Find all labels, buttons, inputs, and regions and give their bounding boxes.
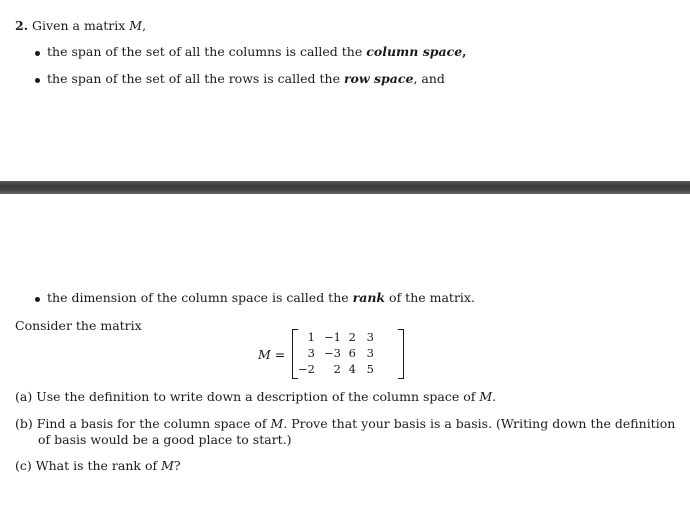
part-text: Find a basis for the column space of	[36, 416, 267, 431]
problem-number: 2.	[15, 18, 29, 33]
matrix-cell: 5	[366, 362, 374, 376]
intro-punct: ,	[142, 18, 147, 33]
matrix-cell: −3	[324, 346, 341, 360]
part-c	[15, 458, 181, 473]
matrix-cell: 3	[307, 346, 315, 360]
bullet-row-space	[47, 71, 445, 86]
bullet-punct: , and	[413, 71, 445, 86]
matrix-cell: 6	[348, 346, 356, 360]
part-text: . Prove that your basis is a basis. (Writing down the definition	[283, 416, 676, 431]
bullet-text: the span of the set of all the rows is called the	[47, 71, 340, 86]
part-b-line2: of basis would be a good place to start.)	[38, 432, 292, 447]
bullet-dot-icon	[35, 297, 40, 302]
consider-text: Consider the matrix	[15, 318, 142, 333]
part-label: (b)	[15, 416, 33, 431]
bullet-dot-icon	[35, 51, 40, 56]
term-column-space: column space	[366, 44, 463, 59]
bullet-dot-icon	[35, 78, 40, 83]
matrix-cell: 1	[307, 330, 315, 344]
matrix-cell: 3	[366, 346, 374, 360]
part-label: (a)	[15, 389, 33, 404]
part-punct: ?	[173, 458, 181, 473]
matrix-variable: M	[270, 416, 284, 431]
part-b	[15, 416, 675, 431]
bullet-column-space	[47, 44, 467, 59]
bullet-rank	[47, 290, 475, 305]
part-text: Use the definition to write down a description of the column space of	[36, 389, 476, 404]
bullet-text: the span of the set of all the columns is called the	[47, 44, 363, 59]
matrix-lhs-label: M =	[258, 347, 286, 362]
matrix-cell: 4	[348, 362, 356, 376]
bullet-punct: ,	[462, 44, 467, 59]
term-row-space: row space	[343, 71, 414, 86]
problem-intro: Given a matrix	[32, 18, 126, 33]
part-a	[15, 389, 496, 404]
matrix-variable: M	[129, 18, 143, 33]
page-divider	[0, 181, 690, 194]
matrix-m	[292, 329, 404, 379]
part-punct: .	[492, 389, 497, 404]
matrix-cell: −2	[298, 362, 315, 376]
matrix-variable: M	[161, 458, 174, 473]
problem-heading	[15, 18, 146, 33]
bullet-punct: of the matrix.	[385, 290, 475, 305]
matrix-cell: 2	[348, 330, 356, 344]
bullet-text: the dimension of the column space is called the	[47, 290, 349, 305]
matrix-variable: M	[479, 389, 493, 404]
term-rank: rank	[352, 290, 386, 305]
right-bracket	[398, 329, 404, 379]
matrix-cell: 3	[366, 330, 374, 344]
matrix-cell: 2	[333, 362, 341, 376]
matrix-cell: −1	[324, 330, 341, 344]
part-text: What is the rank of	[35, 458, 158, 473]
matrix-lhs	[258, 347, 285, 362]
part-label: (c)	[15, 458, 32, 473]
